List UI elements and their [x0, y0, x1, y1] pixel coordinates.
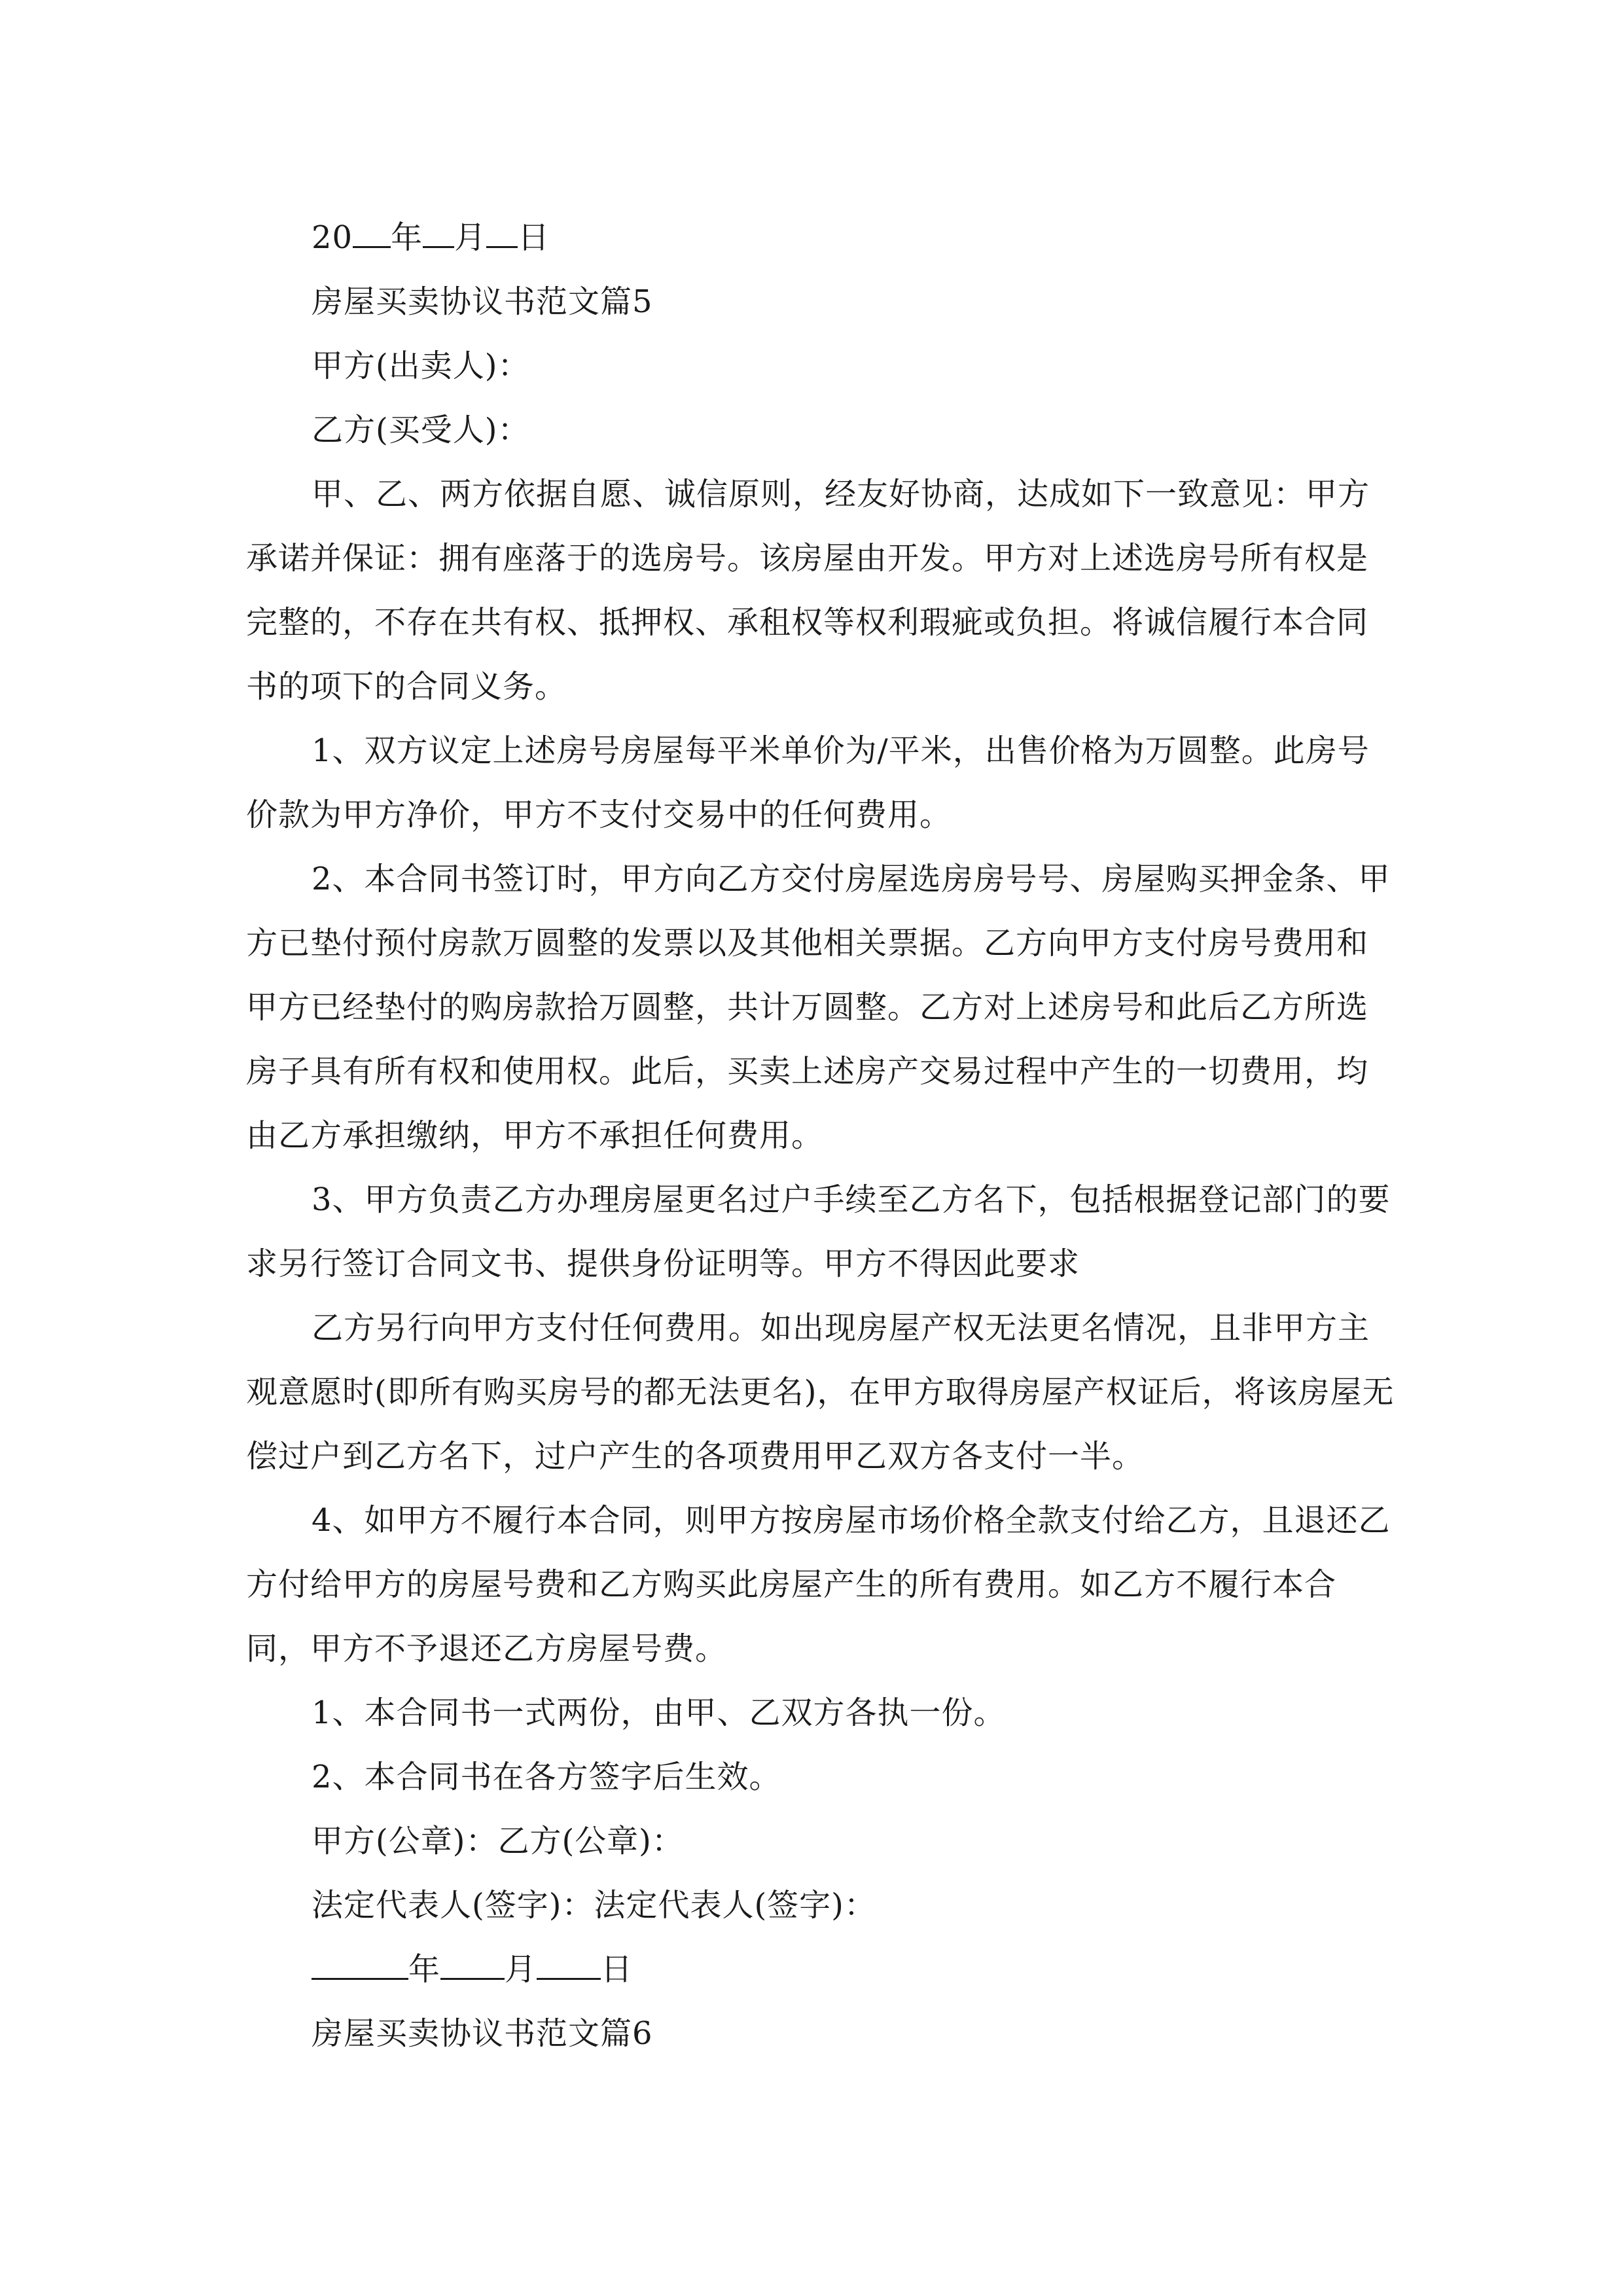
- representative-line: 法定代表人(签字)：法定代表人(签字)：: [312, 1887, 876, 1924]
- section-heading-6: 房屋买卖协议书范文篇6: [312, 2015, 653, 2052]
- date-month-label: 月: [454, 219, 487, 256]
- clause-2: 2、本合同书签订时，甲方向乙方交付房屋选房房号号、房屋购买押金条、甲方已垫付预付房款万圆整的发票以及其他相关票据。乙方向甲方支付房号费用和甲方已经垫付的购房款拾万圆整，共计万圆整。乙方对上述房号和此后乙方所选房子具有所有权和使用权。此后，买卖上述房产交易过程中产生的一切费用，均由乙方承担缴纳，甲方不承担任何费用。: [246, 861, 1391, 1154]
- final-clause-1: 1、本合同书一式两份，由甲、乙双方各执一份。: [312, 1695, 1006, 1731]
- clause-3: 3、甲方负责乙方办理房屋更名过户手续至乙方名下，包括根据登记部门的要求另行签订合同文书、提供身份证明等。甲方不得因此要求: [246, 1181, 1391, 1282]
- date-line: [246, 206, 1398, 270]
- date-year-blank: [353, 220, 391, 248]
- sign-year-label: 年: [408, 1951, 441, 1988]
- date-day-blank: [486, 220, 518, 248]
- date-day-label: 日: [518, 219, 550, 256]
- sign-day-blank: [537, 1952, 601, 1980]
- intro-paragraph: 甲、乙、两方依据自愿、诚信原则，经友好协商，达成如下一致意见：甲方承诺并保证：拥有座落于的选房号。该房屋由开发。甲方对上述选房号所有权是完整的，不存在共有权、抵押权、承租权等权利瑕疵或负担。将诚信履行本合同书的项下的合同义务。: [246, 476, 1370, 705]
- seal-line: 甲方(公章)：乙方(公章)：: [312, 1823, 684, 1859]
- date-year-label: 年: [391, 219, 423, 256]
- signature-date-line: [246, 1937, 1398, 2001]
- final-clause-2: 2、本合同书在各方签字后生效。: [312, 1759, 781, 1795]
- sign-month-blank: [440, 1952, 505, 1980]
- clause-1: 1、双方议定上述房号房屋每平米单价为/平米，出售价格为万圆整。此房号价款为甲方净价，甲方不支付交易中的任何费用。: [246, 732, 1370, 833]
- party-a-label: 甲方(出卖人)：: [312, 348, 530, 384]
- party-b-label: 乙方(买受人)：: [312, 412, 530, 448]
- sign-year-blank: [312, 1952, 408, 1980]
- sign-day-label: 日: [601, 1951, 633, 1988]
- clause-3-continuation: 乙方另行向甲方支付任何费用。如出现房屋产权无法更名情况，且非甲方主观意愿时(即所有购买房号的都无法更名)，在甲方取得房屋产权证后，将该房屋无偿过户到乙方名下，过户产生的各项费用甲乙双方各支付一半。: [246, 1310, 1395, 1475]
- sign-month-label: 月: [505, 1951, 537, 1988]
- date-month-blank: [423, 220, 454, 248]
- section-heading-5: 房屋买卖协议书范文篇5: [312, 283, 653, 320]
- document-body: [246, 206, 1398, 2066]
- clause-4: 4、如甲方不履行本合同，则甲方按房屋市场价格全款支付给乙方，且退还乙方付给甲方的房屋号费和乙方购买此房屋产生的所有费用。如乙方不履行本合同，甲方不予退还乙方房屋号费。: [246, 1502, 1391, 1667]
- date-year-prefix: 20: [312, 219, 353, 256]
